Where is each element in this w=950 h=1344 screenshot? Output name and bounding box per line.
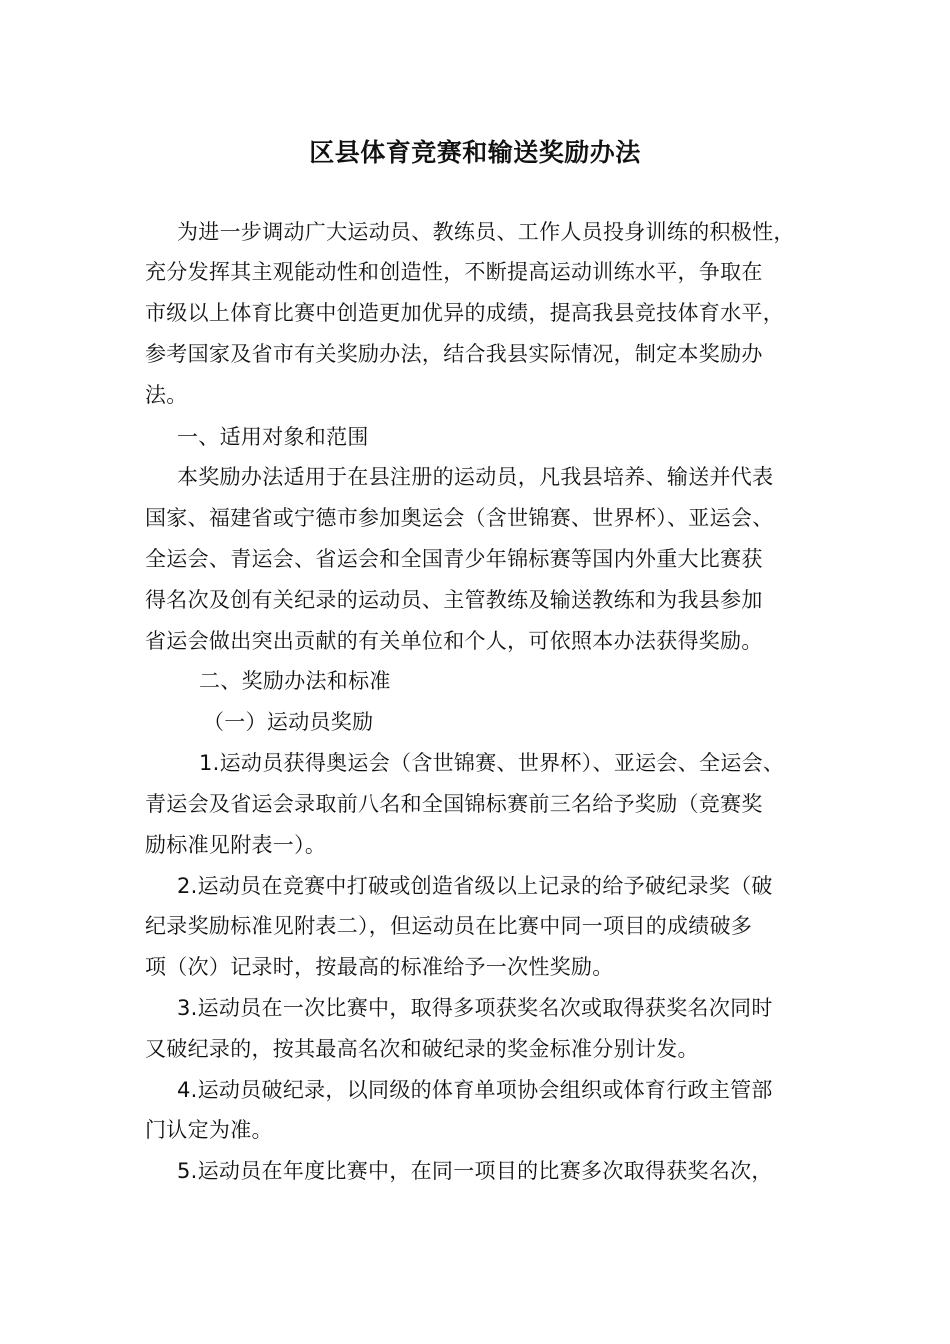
subsection-heading: （一）运动员奖励 <box>203 710 374 734</box>
paragraph-line: 充分发挥其主观能动性和创造性，不断提高运动训练水平，争取在 <box>145 260 763 284</box>
paragraph-line: 全运会、青运会、省运会和全国青少年锦标赛等国内外重大比赛获 <box>145 547 763 571</box>
paragraph-line: 5.运动员在年度比赛中，在同一项目的比赛多次取得获奖名次， <box>177 1159 773 1183</box>
paragraph-line: 纪录奖励标准见附表二），但运动员在比赛中同一项目的成绩破多 <box>145 914 753 938</box>
paragraph-line: 3.运动员在一次比赛中，取得多项获奖名次或取得获奖名次同时 <box>177 996 773 1020</box>
paragraph-line: 励标准见附表一）。 <box>145 833 327 857</box>
section-heading: 二、奖励办法和标准 <box>199 669 391 693</box>
paragraph-line: 4.运动员破纪录，以同级的体育单项协会组织或体育行政主管部 <box>177 1078 773 1102</box>
paragraph-line: 法。 <box>145 383 188 407</box>
paragraph-line: 省运会做出突出贡献的有关单位和个人，可依照本办法获得奖励。 <box>145 629 763 653</box>
paragraph-line: 国家、福建省或宁德市参加奥运会（含世锦赛、世界杯）、亚运会、 <box>145 506 774 530</box>
paragraph-line: 青运会及省运会录取前八名和全国锦标赛前三名给予奖励（竞赛奖 <box>145 792 763 816</box>
paragraph-line: 得名次及创有关纪录的运动员、主管教练及输送教练和为我县参加 <box>145 588 763 612</box>
paragraph-line: 参考国家及省市有关奖励办法，结合我县实际情况，制定本奖励办 <box>145 342 763 366</box>
document-title: 区县体育竞赛和输送奖励办法 <box>309 138 641 167</box>
paragraph-line: 门认定为准。 <box>145 1118 273 1142</box>
paragraph-line: 项（次）记录时，按最高的标准给予一次性奖励。 <box>145 955 614 979</box>
paragraph-line: 本奖励办法适用于在县注册的运动员，凡我县培养、输送并代表 <box>177 465 774 489</box>
paragraph-line: 为进一步调动广大运动员、教练员、工作人员投身训练的积极性， <box>177 220 795 244</box>
paragraph-line: 又破纪录的，按其最高名次和破纪录的奖金标准分别计发。 <box>145 1037 699 1061</box>
paragraph-line: 2.运动员在竞赛中打破或创造省级以上记录的给予破纪录奖（破 <box>177 874 773 898</box>
section-heading: 一、适用对象和范围 <box>177 425 369 449</box>
paragraph-line: 市级以上体育比赛中创造更加优异的成绩，提高我县竞技体育水平， <box>145 301 784 325</box>
paragraph-line: 1.运动员获得奥运会（含世锦赛、世界杯）、亚运会、全运会、 <box>199 751 785 775</box>
